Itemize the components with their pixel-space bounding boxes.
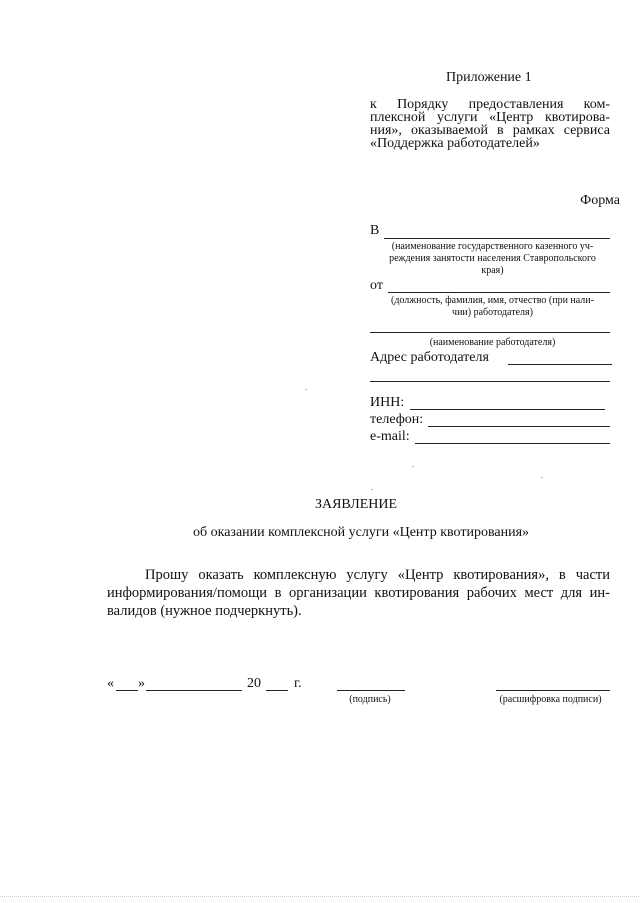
signature-line[interactable] [337,690,405,691]
date-day-line[interactable] [116,690,138,691]
email-label: e-mail: [370,429,410,444]
appendix-line-3: ния», оказываемой в рамках сервиса [370,123,610,138]
appendix-line-1: к Порядку предоставления ком- [370,97,610,112]
scan-speck [541,477,543,478]
signature-caption: (подпись) [349,694,391,705]
to-caption-line-3: края) [481,265,504,276]
phone-input-line[interactable] [428,426,610,427]
appendix-title: Приложение 1 [446,70,532,85]
date-year-suffix: г. [294,676,302,691]
phone-label: телефон: [370,412,424,427]
to-label: В [370,223,380,238]
to-caption-line-1: (наименование государственного казенного уч- [391,241,594,252]
inn-label: ИНН: [370,395,405,410]
date-open-quote: « [107,676,114,691]
statement-body-line-1: Прошу оказать комплексную услугу «Центр квотирования», в части [145,567,610,583]
address-label: Адрес работодателя [370,350,489,365]
scan-speck [371,489,373,490]
email-input-line[interactable] [415,443,610,444]
employer-name-line[interactable] [370,332,610,333]
statement-body-line-3: валидов (нужное подчеркнуть). [107,603,302,619]
scan-speck [305,389,307,390]
appendix-line-4: «Поддержка работодателей» [370,136,540,151]
statement-body-line-2: информирования/помощи в организации квотирования рабочих мест для ин- [107,585,610,601]
from-caption-line-2: чии) работодателя) [452,307,533,318]
signature-decode-line[interactable] [496,690,610,691]
to-caption-line-2: реждения занятости населения Ставропольского [389,253,596,264]
date-close-quote: » [138,676,145,691]
from-input-line[interactable] [388,292,610,293]
inn-input-line[interactable] [410,409,605,410]
address-input-line-2[interactable] [370,381,610,382]
employer-name-caption: (наименование работодателя) [429,337,556,348]
statement-subtitle: об оказании комплексной услуги «Центр квотирования» [192,525,530,540]
statement-title: ЗАЯВЛЕНИЕ [314,497,398,512]
from-caption-line-1: (должность, фамилия, имя, отчество (при нали- [391,295,594,306]
form-label: Форма [580,193,620,208]
scan-bottom-edge [0,896,639,897]
appendix-line-2: плексной услуги «Центр квотирова- [370,110,610,125]
date-year-prefix: 20 [247,676,261,691]
from-label: от [370,278,383,293]
scan-speck [412,466,414,467]
date-year-line[interactable] [266,690,288,691]
signature-decode-caption: (расшифровка подписи) [499,694,602,705]
date-month-line[interactable] [146,690,242,691]
to-input-line[interactable] [384,238,610,239]
address-input-line[interactable] [508,364,612,365]
